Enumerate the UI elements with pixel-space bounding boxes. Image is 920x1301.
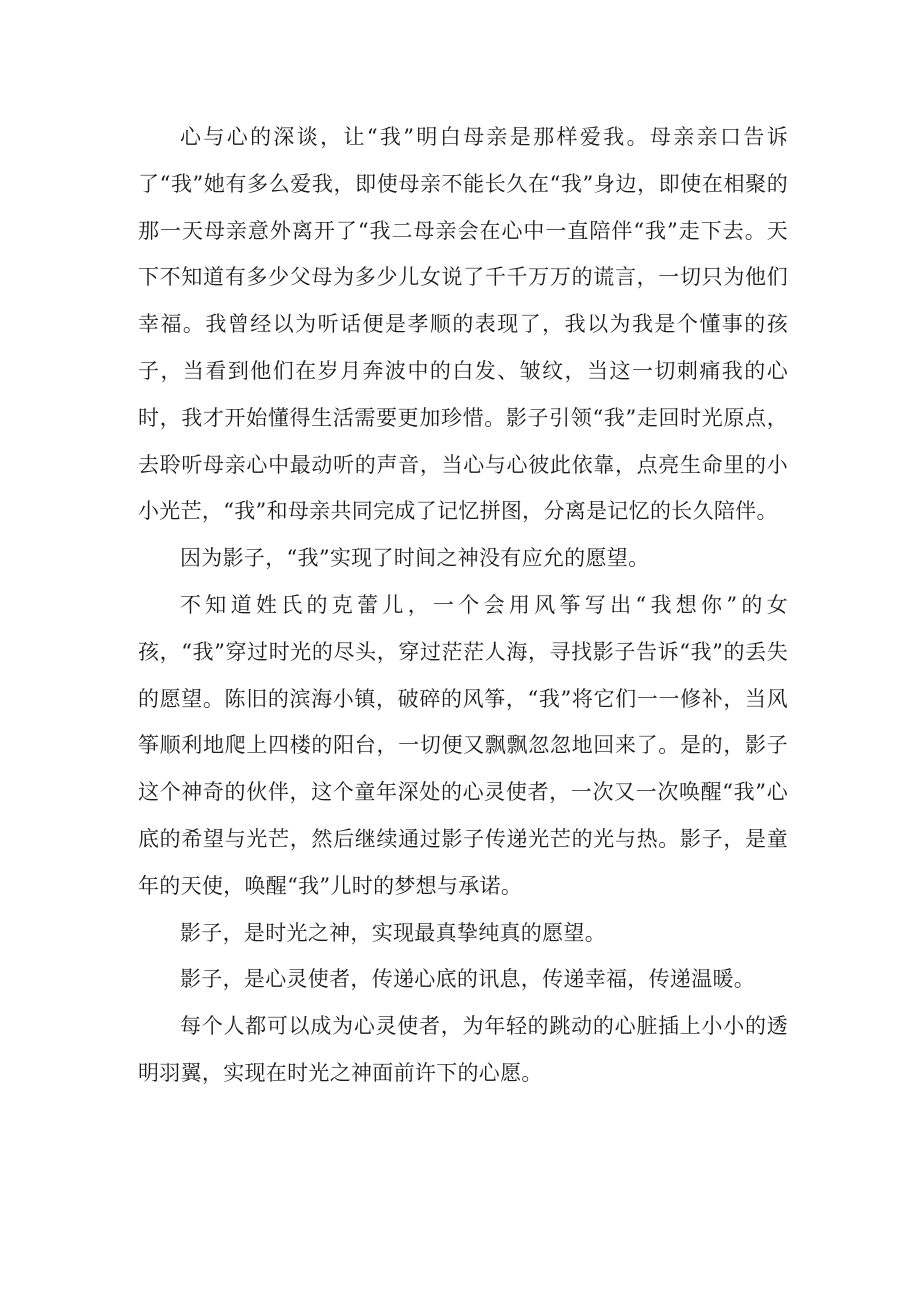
document-body	[138, 114, 788, 1097]
paragraph-time-god-wish: 因为影子，“我”实现了时间之神没有应允的愿望。	[180, 546, 650, 571]
paragraph-shadow-time-god: 影子，是时光之神，实现最真挚纯真的愿望。	[180, 920, 606, 945]
paragraph-everyone-messenger: 每个人都可以成为心灵使者，为年轻的跳动的心脏插上小小的透明羽翼，实现在时光之神面前许下的心愿。	[138, 1014, 788, 1085]
paragraph-mother: 心与心的深谈，让“我”明白母亲是那样爱我。母亲亲口告诉了“我”她有多么爱我，即使母亲不能长久在“我”身边，即使在相聚的那一天母亲意外离开了“我二母亲会在心中一直陪伴“我”走下去。天下不知道有多少父母为多少儿女说了千千万万的谎言，一切只为他们幸福。我曾经以为听话便是孝顺的表现了，我以为我是个懂事的孩子，当看到他们在岁月奔波中的白发、皱纹，当这一切刺痛我的心时，我才开始懂得生活需要更加珍惜。影子引领“我”走回时光原点，去聆听母亲心中最动听的声音，当心与心彼此依靠，点亮生命里的小小光芒，“我”和母亲共同完成了记忆拼图，分离是记忆的长久陪伴。	[138, 125, 788, 524]
paragraph-claire-kite: 不知道姓氏的克蕾儿，一个会用风筝写出“我想你”的女孩，“我”穿过时光的尽头，穿过茫茫人海，寻找影子告诉“我”的丢失的愿望。陈旧的滨海小镇，破碎的风筝，“我”将它们一一修补，当风筝顺利地爬上四楼的阳台，一切便又飘飘忽忽地回来了。是的，影子这个神奇的伙伴，这个童年深处的心灵使者，一次又一次唤醒“我”心底的希望与光芒，然后继续通过影子传递光芒的光与热。影子，是童年的天使，唤醒“我”儿时的梦想与承诺。	[138, 592, 788, 898]
paragraph-shadow-messenger: 影子，是心灵使者，传递心底的讯息，传递幸福，传递温暖。	[180, 967, 756, 992]
